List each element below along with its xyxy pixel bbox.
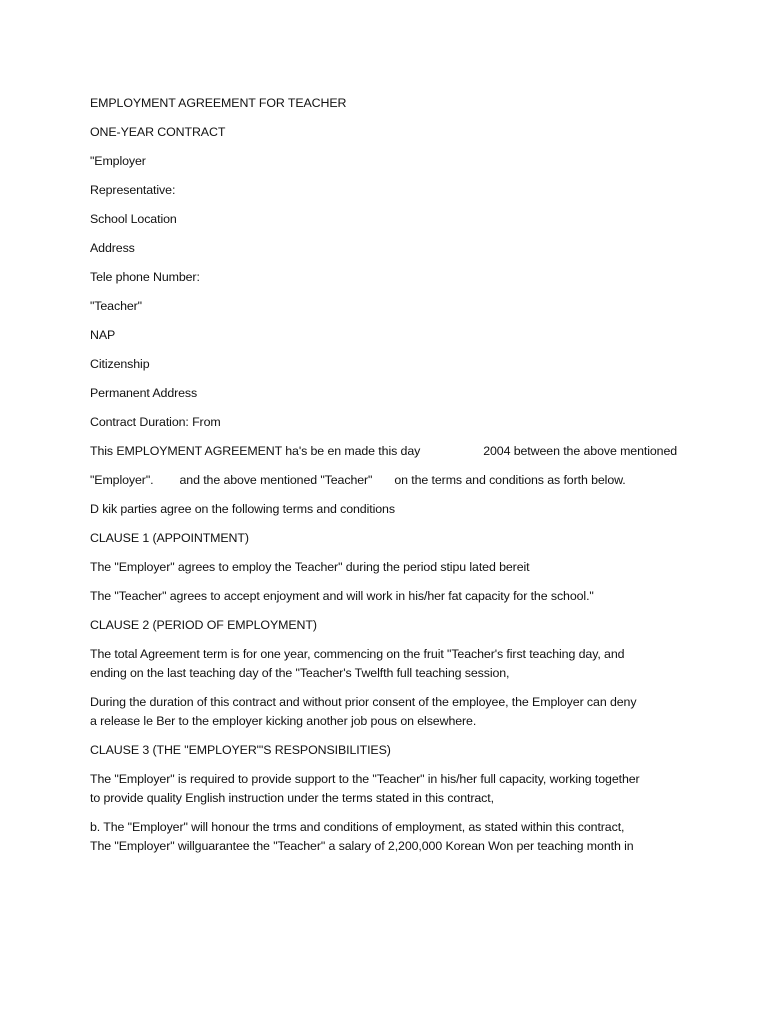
clause-2-heading: CLAUSE 2 (PERIOD OF EMPLOYMENT): [90, 618, 317, 632]
clause-2-paragraph-2-line-1: During the duration of this contract and without prior consent of the employee, the Employer can deny: [90, 695, 637, 709]
clause-3-heading: CLAUSE 3 (THE "EMPLOYER"'S RESPONSIBILITIES): [90, 743, 391, 757]
clause-3-paragraph-2-line-2: The "Employer" willguarantee the "Teacher" a salary of 2,200,000 Korean Won per teaching month in: [90, 839, 634, 853]
clause-2-paragraph-1: [90, 645, 690, 683]
clause-3-paragraph-2: [90, 818, 690, 856]
document-subtitle: ONE-YEAR CONTRACT: [90, 125, 226, 139]
field-contract-duration: Contract Duration: From: [90, 415, 221, 429]
field-employer: "Employer: [90, 154, 146, 168]
clause-3-paragraph-1-line-1: The "Employer" is required to provide support to the "Teacher" in his/her full capacity, working together: [90, 772, 640, 786]
agreement-line-2-employer: "Employer".: [90, 473, 154, 487]
agreement-line-2-terms: on the terms and conditions as forth below.: [394, 473, 626, 487]
agreement-line-2-teacher: and the above mentioned "Teacher": [179, 473, 373, 487]
field-school-location: School Location: [90, 212, 177, 226]
clause-3-paragraph-2-line-1: b. The "Employer" will honour the trms and conditions of employment, as stated within this contract,: [90, 820, 625, 834]
agreement-line-2: [90, 471, 690, 490]
parties-line: D kik parties agree on the following terms and conditions: [90, 502, 395, 516]
agreement-line-1-start: This EMPLOYMENT AGREEMENT ha's be en made this day: [90, 444, 421, 458]
field-teacher: "Teacher": [90, 299, 142, 313]
document-title: EMPLOYMENT AGREEMENT FOR TEACHER: [90, 96, 347, 110]
agreement-line-1: [90, 442, 690, 461]
agreement-line-1-end: 2004 between the above mentioned: [483, 444, 678, 458]
field-telephone-number: Tele phone Number:: [90, 270, 200, 284]
clause-3-paragraph-1: [90, 770, 690, 808]
clause-1-heading: CLAUSE 1 (APPOINTMENT): [90, 531, 249, 545]
field-address: Address: [90, 241, 135, 255]
clause-1-paragraph-1: The "Employer" agrees to employ the Teacher" during the period stipu lated bereit: [90, 560, 530, 574]
field-representative: Representative:: [90, 183, 176, 197]
clause-2-paragraph-2: [90, 693, 690, 731]
document-body: [90, 94, 690, 866]
clause-3-paragraph-1-line-2: to provide quality English instruction under the terms stated in this contract,: [90, 791, 494, 805]
field-nap: NAP: [90, 328, 116, 342]
field-permanent-address: Permanent Address: [90, 386, 198, 400]
clause-2-paragraph-1-line-1: The total Agreement term is for one year, commencing on the fruit "Teacher's first teaching day, and: [90, 647, 625, 661]
clause-1-paragraph-2: The "Teacher" agrees to accept enjoyment and will work in his/her fat capacity for the school.": [90, 589, 594, 603]
clause-2-paragraph-2-line-2: a release le Ber to the employer kicking another job pous on elsewhere.: [90, 714, 477, 728]
clause-2-paragraph-1-line-2: ending on the last teaching day of the "Teacher's Twelfth full teaching session,: [90, 666, 510, 680]
field-citizenship: Citizenship: [90, 357, 150, 371]
